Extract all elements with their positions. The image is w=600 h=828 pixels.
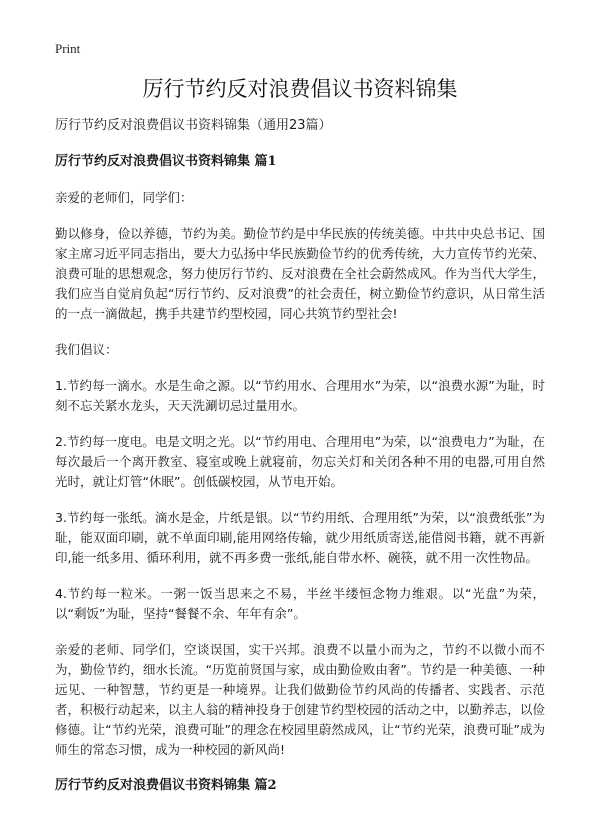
- intro-paragraph: 勤以修身，俭以养德，节约为美。勤俭节约是中华民族的传统美德。中共中央总书记、国家主席习近平同志指出，要大力弘扬中华民族勤俭节约的优秀传统，大力宣传节约光荣、浪费可耻的思想观念，努力使厉行节约、反对浪费在全社会蔚然成风。作为当代大学生，我们应当自觉肩负起“厉行节约、反对浪费”的社会责任，树立勤俭节约意识，从日常生活的一点一滴做起，携手共建节约型校园，同心共筑节约型社会!: [55, 226, 545, 321]
- document-subtitle: 厉行节约反对浪费倡议书资料锦集（通用23篇）: [55, 118, 332, 133]
- section-heading: 厉行节约反对浪费倡议书资料锦集 篇1: [55, 154, 277, 169]
- closing-paragraph: 亲爱的老师、同学们，空谈误国，实干兴邦。浪费不以量小而为之，节约不以微小而不为，勤俭节约，细水长流。“历览前贤国与家，成由勤俭败由奢”。节约是一种美德、一种远见、一种智慧，节约更是一种境界。让我们做勤俭节约风尚的传播者、实践者、示范者，积极行动起来，以主人翁的精神投身于创建节约型校园的活动之中，以勤养志，以俭修德。让“节约光荣，浪费可耻”的理念在校园里蔚然成风，让“节约光荣，浪费可耻”成为师生的常态习惯，成为一种校园的新风尚!: [55, 642, 545, 757]
- print-link[interactable]: Print: [55, 41, 81, 56]
- section-1: [55, 152, 545, 760]
- proposal-item-electricity: 2.节约每一度电。电是文明之光。以“节约用电、合理用电”为荣，以“浪费电力”为耻，在每次最后一个离开教室、寝室或晚上就寝前，勿忘关灯和关闭各种不用的电器,可用自然光时，就让灯管“休眠”。创低碳校园，从节电开始。: [55, 434, 545, 489]
- document-title: 厉行节约反对浪费倡议书资料锦集: [142, 77, 458, 101]
- proposal-item-rice: 4.节约每一粒米。一粥一饭当思来之不易，半丝半缕恒念物力维艰。以“光盘”为荣，以“剩饭”为耻，坚持“餐餐不余、年年有余”。: [55, 586, 545, 621]
- section-2: [55, 776, 545, 796]
- proposal-item-paper: 3.节约每一张纸。滴水是金，片纸是银。以“节约用纸、合理用纸”为荣，以“浪费纸张”为耻，能双面印刷，就不单面印刷,能用网络传输，就少用纸质寄送,能借阅书籍，就不再新印,能一纸多用、循环利用，就不再多费一张纸,能自带水杯、碗筷，就不用一次性物品。: [55, 510, 545, 565]
- section-heading: 厉行节约反对浪费倡议书资料锦集 篇2: [55, 778, 277, 793]
- proposal-lead-paragraph: 我们倡议：: [55, 342, 118, 357]
- proposal-item-water: 1.节约每一滴水。水是生命之源。以“节约用水、合理用水”为荣，以“浪费水源”为耻，时刻不忘关紧水龙头，天天洗涮切忌过量用水。: [55, 378, 545, 413]
- greeting-paragraph: 亲爱的老师们，同学们：: [55, 190, 193, 205]
